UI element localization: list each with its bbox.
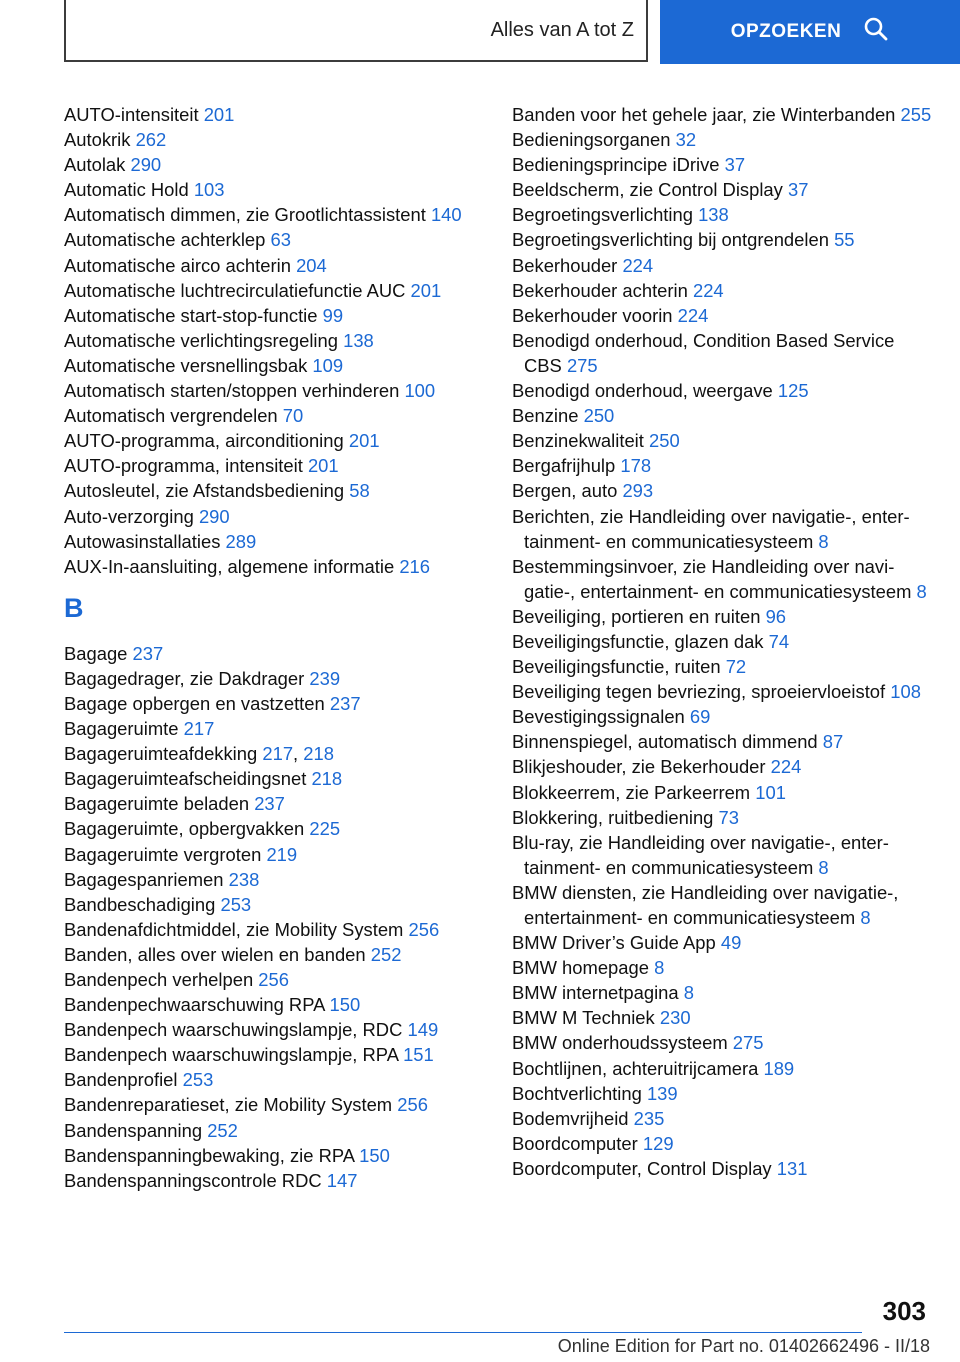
page-link[interactable]: 224 (770, 756, 802, 778)
page-link[interactable]: 256 (258, 969, 289, 990)
index-entry (512, 177, 932, 202)
page-link[interactable]: 239 (309, 667, 341, 689)
index-entry (512, 729, 932, 754)
entry-term: Bandenpech waarschuwingslampje, RPA (64, 1044, 398, 1066)
index-entry (64, 1017, 474, 1042)
entry-term: Automatische achterklep (64, 229, 266, 251)
entry-term: Bandenprofiel (64, 1069, 178, 1091)
entry-term: Bagageruimte beladen (64, 793, 250, 815)
entry-term: Automatische start-stop-functie (64, 304, 318, 326)
index-entry (64, 529, 474, 554)
entry-term: AUTO-programma, intensiteit (64, 455, 303, 477)
entry-term: Automatische luchtrecirculatiefunctie AUC (64, 279, 406, 301)
index-entry (64, 1092, 474, 1117)
entry-term: Bandenspanningbewaking, zie RPA (64, 1144, 355, 1166)
index-entry (512, 930, 932, 955)
page-link[interactable]: 8 (860, 907, 871, 928)
page-link[interactable]: 255 (900, 104, 932, 125)
entry-term: Bandenspanningscontrole RDC (64, 1169, 322, 1191)
index-entry (64, 177, 474, 202)
entry-term: Bandbeschadiging (64, 893, 216, 915)
entry-term: Automatisch vergrendelen (64, 405, 278, 427)
header-tabs (64, 0, 960, 64)
entry-term: AUX-In-aansluiting, algemene informatie (64, 555, 395, 577)
page-link[interactable]: 253 (182, 1069, 214, 1091)
index-column-right (512, 102, 932, 1181)
entry-term: Bevestigingssignalen (512, 706, 685, 728)
page-link[interactable]: 275 (732, 1032, 764, 1054)
index-entry (512, 1005, 932, 1030)
index-entry (64, 867, 474, 892)
index-entry (512, 478, 932, 503)
entry-term: Bergen, auto (512, 480, 618, 502)
index-entry (512, 253, 932, 278)
page-link[interactable]: 293 (622, 480, 654, 502)
page-link[interactable]: 201 (203, 104, 235, 125)
page-link[interactable]: 149 (407, 1019, 439, 1041)
index-entry (512, 679, 932, 704)
index-entry (64, 127, 474, 152)
page-link[interactable]: 72 (725, 656, 747, 678)
index-entry (64, 504, 474, 529)
page-link[interactable]: 139 (646, 1082, 678, 1104)
page-link[interactable]: 290 (130, 154, 162, 176)
page-link[interactable]: 151 (403, 1044, 434, 1066)
index-entry (512, 805, 932, 830)
index-entry (64, 1042, 474, 1067)
entry-term: BMW M Techniek (512, 1007, 655, 1029)
page-link[interactable]: 63 (270, 229, 291, 251)
page-link[interactable]: 8 (818, 856, 829, 878)
index-entry (64, 691, 474, 716)
page-link[interactable]: 70 (282, 405, 304, 427)
entry-term: Bandenspanning (64, 1119, 203, 1141)
page-link[interactable]: 103 (193, 179, 225, 201)
index-entry (512, 955, 932, 980)
page-link[interactable]: 150 (359, 1144, 390, 1166)
index-entry (64, 453, 474, 478)
entry-term: Bedieningsorganen (512, 129, 671, 151)
page-link[interactable]: 224 (622, 254, 654, 276)
page-number: 303 (882, 1296, 926, 1326)
index-entry (512, 403, 932, 428)
entry-term: Bergafrijhulp (512, 455, 616, 477)
page-link[interactable]: 218 (311, 768, 343, 790)
page-link[interactable]: 108 (890, 681, 921, 703)
index-entry (512, 1056, 932, 1081)
page-link[interactable]: 256 (408, 918, 440, 940)
entry-term: AUTO-programma, airconditioning (64, 430, 344, 452)
page-link[interactable]: 74 (768, 630, 790, 652)
page-link[interactable]: 99 (322, 304, 344, 326)
index-entry (64, 992, 474, 1017)
index-entry (512, 629, 932, 654)
page-link[interactable]: 252 (207, 1119, 238, 1141)
page-link[interactable]: 235 (633, 1107, 665, 1129)
index-entry (512, 127, 932, 152)
page-link[interactable]: 58 (349, 480, 370, 502)
entry-term: Bagageruimteafscheidingsnet (64, 768, 307, 790)
page-link[interactable]: 216 (399, 555, 430, 577)
page-link[interactable]: 37 (724, 154, 746, 176)
page-link[interactable]: 140 (430, 204, 462, 226)
entry-term: Auto-verzorging (64, 505, 194, 527)
entry-term: Berichten, zie Handleiding over navigatie-, entertainment- en communicatiesysteem (512, 505, 910, 552)
index-entry (64, 1067, 474, 1092)
page-link[interactable]: 100 (404, 380, 436, 402)
page-link[interactable]: 138 (343, 329, 374, 351)
page-link[interactable]: 275 (566, 354, 598, 376)
entry-term: Beeldscherm, zie Control Display (512, 179, 783, 201)
entry-term: BMW homepage (512, 957, 649, 979)
page-link[interactable]: 69 (689, 706, 711, 728)
page-link[interactable]: 37 (787, 179, 809, 201)
page-link[interactable]: 217 (262, 743, 294, 765)
search-button[interactable] (660, 0, 960, 64)
entry-term: BMW internetpagina (512, 982, 679, 1004)
entry-term: Bagagedrager, zie Dakdrager (64, 667, 305, 689)
entry-term: Blu-ray, zie Handleiding over navigatie-, entertainment- en communicatiesysteem (512, 831, 889, 878)
entry-term: Bagagespanriemen (64, 868, 224, 890)
page-link[interactable]: 250 (649, 430, 680, 452)
entry-term: Bochtlijnen, achteruitrijcamera (512, 1057, 759, 1079)
index-entry (64, 917, 474, 942)
page-link[interactable]: 138 (698, 204, 729, 226)
entry-term: Autowasinstallaties (64, 530, 221, 552)
page-link[interactable]: 237 (329, 692, 361, 714)
index-entry (64, 741, 474, 766)
index-entry (64, 766, 474, 791)
page-link[interactable]: 224 (677, 304, 709, 326)
page-link[interactable]: 8 (818, 530, 829, 552)
entry-term: Benodigd onderhoud, Condition Based Service CBS (512, 329, 895, 376)
index-entry (512, 102, 932, 127)
page-link[interactable]: 8 (916, 580, 927, 602)
page-link[interactable]: 55 (834, 229, 855, 251)
index-entry (512, 328, 932, 378)
page-link[interactable]: 252 (370, 943, 402, 965)
index-entry (64, 102, 474, 127)
index-entry (512, 152, 932, 177)
page-link[interactable]: 73 (718, 806, 739, 828)
page-link[interactable]: 262 (135, 129, 167, 151)
index-entry (512, 428, 932, 453)
index-entry (512, 830, 932, 880)
page-link[interactable]: 32 (675, 129, 697, 151)
tab-alles-van-a-tot-z[interactable] (64, 0, 648, 62)
page-link[interactable]: 8 (654, 957, 665, 979)
footer-rule (64, 1332, 862, 1333)
index-entry (64, 353, 474, 378)
entry-term: Bochtverlichting (512, 1082, 642, 1104)
entry-term: Binnenspiegel, automatisch dimmend (512, 731, 818, 753)
entry-term: Beveiliging tegen bevriezing, sproeiervloeistof (512, 681, 886, 703)
entry-term: Banden, alles over wielen en banden (64, 943, 366, 965)
entry-term: Bekerhouder voorin (512, 304, 673, 326)
page-link[interactable]: 290 (198, 505, 230, 527)
page-link[interactable]: 96 (765, 605, 787, 627)
index-entry (512, 654, 932, 679)
entry-term: Bekerhouder (512, 254, 618, 276)
index-entry (64, 403, 474, 428)
entry-term: Blokkering, ruitbediening (512, 806, 714, 828)
page-link[interactable]: 131 (776, 1157, 808, 1179)
entry-term: Automatisch dimmen, zie Grootlichtassistent (64, 204, 426, 226)
entry-term: Bagageruimteafdekking (64, 743, 258, 765)
index-entry (64, 227, 474, 252)
index-entry (512, 202, 932, 227)
page-link[interactable]: 189 (763, 1057, 795, 1079)
page-link[interactable]: 125 (777, 380, 809, 402)
entry-term: Boordcomputer, Control Display (512, 1157, 772, 1179)
entry-term: Bagageruimte, opbergvakken (64, 818, 305, 840)
index-entry (512, 1106, 932, 1131)
page-link[interactable]: 219 (266, 843, 298, 865)
index-entry (64, 328, 474, 353)
page-link[interactable]: 150 (329, 994, 361, 1016)
page-link[interactable]: 109 (312, 354, 344, 376)
page-link[interactable]: 225 (309, 818, 341, 840)
entry-term: Bandenpechwaarschuwing RPA (64, 994, 325, 1016)
page-link[interactable]: 289 (225, 530, 257, 552)
page-link[interactable]: 178 (620, 455, 652, 477)
page-link[interactable]: 101 (755, 781, 786, 803)
index-entry (64, 303, 474, 328)
entry-term: Benodigd onderhoud, weergave (512, 380, 773, 402)
entry-term: Autolak (64, 154, 126, 176)
index-entry (512, 980, 932, 1005)
page-link[interactable]: 8 (683, 982, 694, 1004)
index-entry (64, 641, 474, 666)
page-link[interactable]: 256 (397, 1094, 428, 1116)
page-link[interactable]: 230 (659, 1007, 691, 1029)
page-link[interactable]: 201 (410, 279, 442, 301)
entry-term: Begroetingsverlichting (512, 204, 693, 226)
footer-edition: Online Edition for Part no. 01402662496 - II/18 (557, 1336, 930, 1356)
entry-term: Automatische verlichtingsregeling (64, 329, 338, 351)
entry-term: Blikjeshouder, zie Bekerhouder (512, 756, 766, 778)
index-entry (512, 378, 932, 403)
entry-term: Blokkeerrem, zie Parkeerrem (512, 781, 751, 803)
index-entry (64, 842, 474, 867)
entry-term: BMW onderhoudssysteem (512, 1032, 728, 1054)
entry-term: Begroetingsverlichting bij ontgrendelen (512, 229, 829, 251)
index-entry (64, 554, 474, 579)
index-entry (512, 880, 932, 930)
index-entry (64, 967, 474, 992)
index-entry (64, 791, 474, 816)
page-link[interactable]: 224 (692, 279, 724, 301)
entry-term: Beveiliging, portieren en ruiten (512, 605, 761, 627)
entry-term: Benzinekwaliteit (512, 430, 644, 452)
entry-term: Bandenreparatieset, zie Mobility System (64, 1094, 393, 1116)
index-entry (64, 716, 474, 741)
entry-term: Bandenpech verhelpen (64, 969, 254, 990)
index-entry (64, 428, 474, 453)
index-entry (64, 816, 474, 841)
index-entry (64, 942, 474, 967)
entry-term: Banden voor het gehele jaar, zie Winterbanden (512, 104, 896, 125)
page-link[interactable]: 129 (642, 1132, 674, 1154)
entry-term: Bedieningsprincipe iDrive (512, 154, 720, 176)
index-entry (64, 478, 474, 503)
page-link[interactable]: 237 (132, 642, 164, 664)
entry-term: AUTO-intensiteit (64, 104, 199, 125)
page-link[interactable]: 201 (307, 455, 339, 477)
index-entry (512, 754, 932, 779)
index-entry (64, 278, 474, 303)
entry-term: Bestemmingsinvoer, zie Handleiding over navigatie-, entertainment- en communicatiesysteem (512, 555, 912, 602)
entry-term: BMW Driver’s Guide App (512, 932, 716, 954)
entry-term: Boordcomputer (512, 1132, 638, 1154)
index-column-left (64, 102, 474, 1193)
index-entry (512, 453, 932, 478)
index-entry (64, 666, 474, 691)
index-entry (64, 202, 474, 227)
index-entry (512, 1081, 932, 1106)
page-link[interactable]: 253 (220, 893, 252, 915)
page-link[interactable]: 238 (228, 868, 260, 890)
entry-term: Bagageruimte vergroten (64, 843, 262, 865)
entry-term: Beveiligingsfunctie, ruiten (512, 656, 721, 678)
index-entry (512, 303, 932, 328)
entry-term: Bodemvrijheid (512, 1107, 629, 1129)
page-link[interactable]: 204 (296, 254, 327, 276)
section-letter: B (64, 592, 84, 623)
entry-term: Benzine (512, 405, 579, 427)
index-entry (512, 604, 932, 629)
index-entry (512, 1156, 932, 1181)
entry-term: Bandenafdichtmiddel, zie Mobility System (64, 918, 404, 940)
index-entry (512, 1030, 932, 1055)
index-entry (64, 1118, 474, 1143)
tab-label: Alles van A tot Z (490, 18, 634, 41)
entry-term: Automatische versnellingsbak (64, 354, 308, 376)
entry-term: Bekerhouder achterin (512, 279, 688, 301)
entry-term: Autokrik (64, 129, 131, 151)
page-link[interactable]: 217 (183, 718, 215, 740)
index-entry (64, 1143, 474, 1168)
entry-term: Bagage opbergen en vastzetten (64, 692, 325, 714)
index-entry (512, 227, 932, 252)
search-icon (863, 16, 889, 48)
entry-term: Beveiligingsfunctie, glazen dak (512, 630, 764, 652)
page-link[interactable]: 218 (303, 743, 334, 765)
index-entry (64, 1168, 474, 1193)
entry-term: Automatische airco achterin (64, 254, 291, 276)
index-entry (64, 378, 474, 403)
entry-term: Bagage (64, 642, 128, 664)
page-link[interactable]: 49 (720, 932, 742, 954)
entry-term: Autosleutel, zie Afstandsbediening (64, 480, 345, 502)
index-entry (512, 780, 932, 805)
index-entry (512, 704, 932, 729)
index-entry (512, 554, 932, 604)
index-entry (64, 253, 474, 278)
index-entry (512, 278, 932, 303)
index-entry (512, 1131, 932, 1156)
index-entry (512, 504, 932, 554)
entry-term: Bagageruimte (64, 718, 179, 740)
entry-term: Automatic Hold (64, 179, 189, 201)
page-link[interactable]: 250 (583, 405, 615, 427)
entry-term: BMW diensten, zie Handleiding over navigatie-, entertainment- en communicatiesysteem (512, 881, 899, 928)
entry-term: Bandenpech waarschuwingslampje, RDC (64, 1019, 403, 1041)
index-entry (64, 892, 474, 917)
entry-term: Automatisch starten/stoppen verhinderen (64, 380, 400, 402)
page-link[interactable]: 147 (326, 1169, 358, 1191)
page-separator: , (293, 743, 299, 765)
page-link[interactable]: 87 (822, 731, 844, 753)
search-label: OPZOEKEN (730, 21, 842, 42)
page-link[interactable]: 237 (254, 793, 285, 815)
index-entry (64, 152, 474, 177)
page-link[interactable]: 201 (348, 430, 380, 452)
